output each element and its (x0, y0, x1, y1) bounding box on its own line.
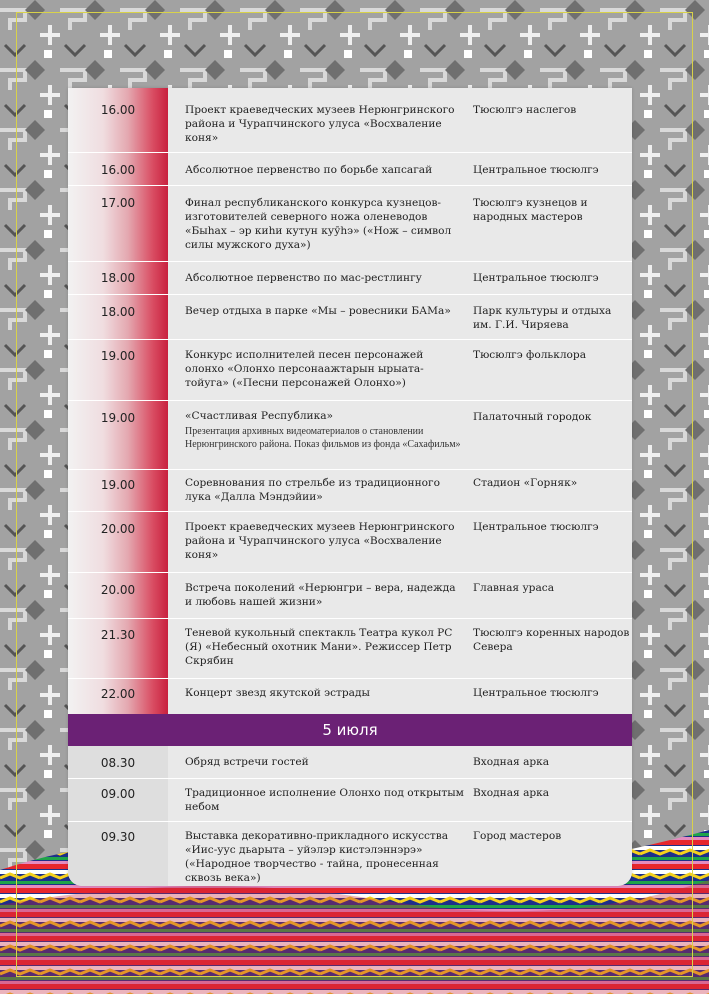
event-place: Тюсюлгэ кузнецов и народных мастеров (473, 197, 588, 223)
event-title: Традиционное исполнение Олонхо под открытым небом (185, 787, 464, 813)
event-title: Выставка декоративно-прикладного искусства «Иис-уус дьарыта – уйэлэр кистэлэннэрэ» («Народное творчество - тайна, пронесенная сквозь века») (185, 830, 449, 884)
schedule-row (68, 822, 632, 886)
event-time: 18.00 (100, 305, 136, 319)
event-time: 19.00 (100, 478, 136, 492)
event-time: 20.00 (100, 522, 136, 536)
event-title: Абсолютное первенство по мас-рестлингу (185, 272, 422, 284)
event-title: Обряд встречи гостей (185, 756, 309, 768)
event-time: 17.00 (100, 196, 136, 210)
event-description: Презентация архивных видеоматериалов о становлении Нерюнгринского района. Показ фильмов из фонда «Сахафильм» (185, 426, 461, 450)
schedule-row (68, 295, 632, 340)
schedule-row (68, 340, 632, 401)
event-place: Центральное тюсюлгэ (473, 687, 599, 699)
event-place: Центральное тюсюлгэ (473, 164, 599, 176)
event-title: Проект краеведческих музеев Нерюнгринского района и Чурапчинского улуса «Восхваление коня» (185, 521, 455, 561)
event-title: Проект краеведческих музеев Нерюнгринского района и Чурапчинского улуса «Восхваление коня» (185, 104, 455, 144)
event-time: 09.00 (100, 787, 136, 801)
schedule-row (68, 88, 632, 153)
event-place: Тюсюлгэ фольклора (473, 349, 587, 361)
event-title-block (185, 409, 465, 451)
event-title: Финал республиканского конкурса кузнецов-изготовителей северного ножа оленеводов «Быhах – эр киhи кутун куӯhэ» («Нож – символ силы мужского духа») (185, 197, 452, 251)
schedule-row (68, 401, 632, 470)
schedule-row (68, 153, 632, 186)
event-place: Палаточный городок (473, 411, 592, 423)
schedule-row (68, 679, 632, 714)
event-place: Город мастеров (473, 830, 562, 842)
event-place: Входная арка (473, 756, 550, 768)
event-title: Соревнования по стрельбе из традиционного лука «Далла Мэндэйии» (185, 477, 440, 503)
schedule-row (68, 779, 632, 822)
event-place: Стадион «Горняк» (473, 477, 578, 489)
event-time: 16.00 (100, 103, 136, 117)
day-header: 5 июля (68, 714, 632, 746)
event-place: Тюсюлгэ наслегов (473, 104, 577, 116)
schedule-row (68, 470, 632, 512)
schedule-row (68, 186, 632, 262)
schedule-row (68, 262, 632, 295)
event-time: 20.00 (100, 583, 136, 597)
event-time: 19.00 (100, 349, 136, 363)
schedule-row (68, 619, 632, 679)
schedule-row (68, 512, 632, 573)
event-place: Центральное тюсюлгэ (473, 521, 599, 533)
event-time: 08.30 (100, 756, 136, 770)
event-time: 16.00 (100, 163, 136, 177)
event-place: Тюсюлгэ коренных народов Севера (473, 627, 630, 653)
event-place: Центральное тюсюлгэ (473, 272, 599, 284)
event-title: Конкурс исполнителей песен персонажей олонхо «Олонхо персонаажтарын ырыата-тойуга» («Песни персонажей Олонхо») (185, 349, 424, 389)
event-time: 19.00 (100, 411, 136, 425)
event-title: Концерт звезд якутской эстрады (185, 687, 370, 699)
event-time: 22.00 (100, 687, 136, 701)
event-title: Теневой кукольный спектакль Театра кукол РС (Я) «Небесный охотник Мани». Режиссер Петр Скрябин (185, 627, 453, 667)
event-title: «Счастливая Республика» (185, 410, 334, 422)
event-title: Абсолютное первенство по борьбе хапсагай (185, 164, 433, 176)
event-place: Главная ураса (473, 582, 555, 594)
event-place: Входная арка (473, 787, 550, 799)
event-time: 09.30 (100, 830, 136, 844)
event-place: Парк культуры и отдыха им. Г.И. Чиряева (473, 305, 612, 331)
event-time: 21.30 (100, 628, 136, 642)
schedule-row (68, 573, 632, 619)
event-title: Встреча поколений «Нерюнгри – вера, надежда и любовь нашей жизни» (185, 582, 456, 608)
event-time: 18.00 (100, 271, 136, 285)
event-title: Вечер отдыха в парке «Мы – ровесники БАМа» (185, 305, 451, 317)
schedule-row (68, 746, 632, 779)
